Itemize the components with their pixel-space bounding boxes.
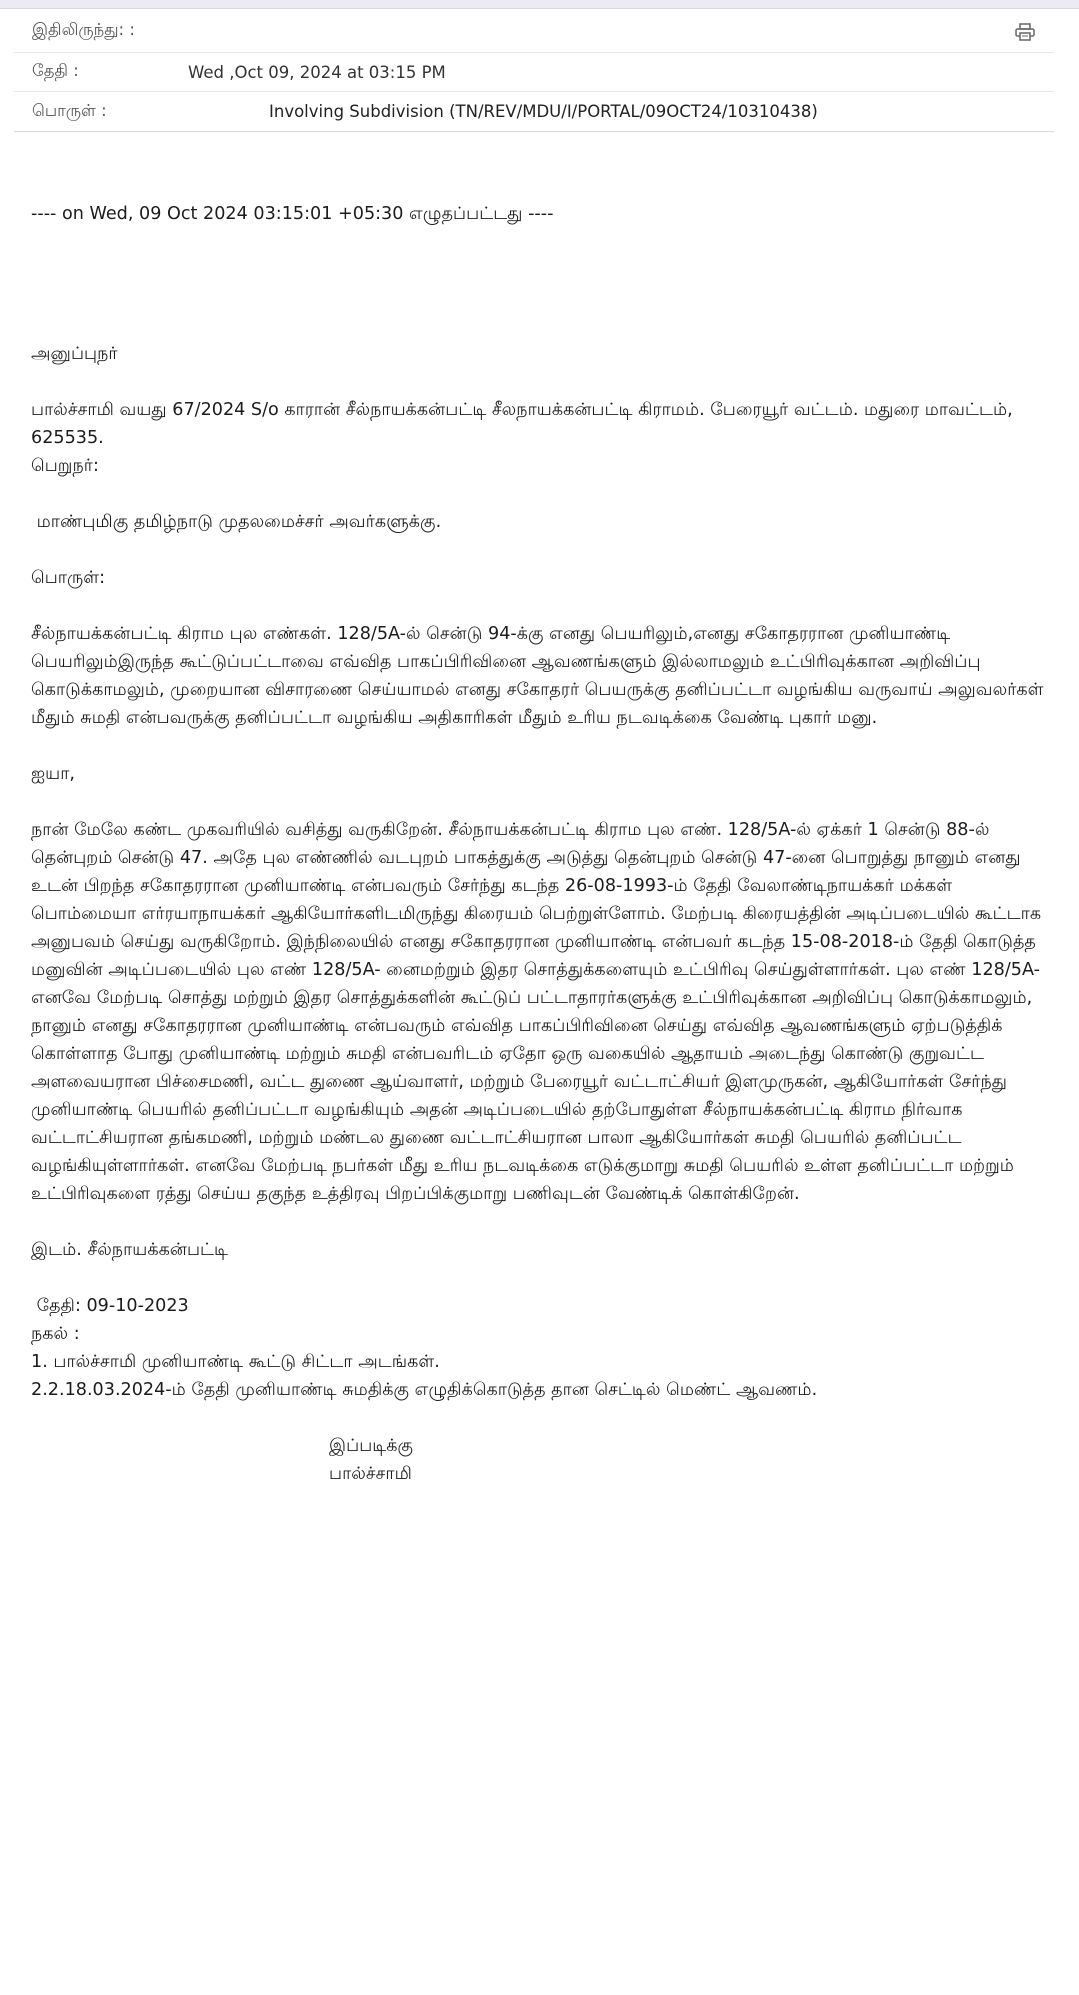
copy-item: 2.2.18.03.2024-ம் தேதி முனியாண்டி சுமதிக்கு எழுதிக்கொடுத்த தான செட்டில் மெண்ட் ஆவணம். xyxy=(31,1380,818,1400)
place: இடம். சீல்நாயக்கன்பட்டி xyxy=(31,1240,229,1260)
header-date-row xyxy=(14,53,1054,92)
copies-heading: நகல் : xyxy=(31,1324,80,1344)
header-subject-row xyxy=(14,92,1054,132)
signature-name: பால்ச்சாமி xyxy=(329,1464,412,1484)
copy-item: 1. பால்ச்சாமி முனியாண்டி கூட்டு சிட்டா அடங்கள். xyxy=(31,1352,440,1372)
mail-header xyxy=(14,9,1054,132)
salutation: ஐயா, xyxy=(31,764,75,784)
sender-address: பால்ச்சாமி வயது 67/2024 S/o காரான் சீல்நாயக்கன்பட்டி சீலநாயக்கன்பட்டி கிராமம். பேரையூர் வட்டம். மதுரை மாவட்டம், xyxy=(31,400,1013,420)
date-label: தேதி : xyxy=(32,61,79,80)
subject-value: Involving Subdivision (TN/REV/MDU/I/PORTAL/09OCT24/10310438) xyxy=(269,102,818,121)
closing: இப்படிக்கு xyxy=(329,1436,414,1456)
top-strip xyxy=(0,0,1079,9)
printer-icon[interactable] xyxy=(1014,23,1036,41)
sender-pin: 625535. xyxy=(31,428,104,448)
header-from-row xyxy=(14,9,1054,53)
subject-label: பொருள் : xyxy=(32,100,107,120)
recipient-heading: பெறுநர்: xyxy=(31,456,99,476)
from-label: இதிலிருந்து: : xyxy=(32,19,135,39)
written-line: ---- on Wed, 09 Oct 2024 03:15:01 +05:30 எழுதப்பட்டது ---- xyxy=(31,204,554,224)
recipient: மாண்புமிகு தமிழ்நாடு முதலமைச்சர் அவர்களுக்கு. xyxy=(31,512,442,532)
message-body xyxy=(31,200,1051,1488)
letter-date: தேதி: 09-10-2023 xyxy=(31,1296,189,1316)
body-paragraph: நான் மேலே கண்ட முகவரியில் வசித்து வருகிறேன். சீல்நாயக்கன்பட்டி கிராம புல எண். 128/5A-ல் ஏக்கர் 1 சென்டு 88-ல் தென்புறம் சென்டு 47. அதே புல எண்ணில் வடபுறம் பாகத்துக்கு அடுத்து தென்புறம் சென்டு 47-னை பொறுத்து நானும் எனது உடன் பிறந்த சகோதரரான முனியாண்டி என்பவரும் சேர்ந்து கடந்த 26-08-1993-ம் தேதி வேலாண்டிநாயக்கர் மக்கள் பொம்மையா எர்ரயாநாயக்கர் ஆகியோர்களிடமிருந்து கிரையம் பெற்றுள்ளோம். மேற்படி கிரையத்தின் அடிப்படையில் கூட்டாக அனுபவம் செய்து வருகிறோம். இந்நிலையில் எனது சகோதரரான முனியாண்டி என்பவர் கடந்த 15-08-2018-ம் தேதி கொடுத்த மனுவின் அடிப்படையில் புல எண் 128/5A- னைமற்றும் இதர சொத்துக்களையும் உட்பிரிவு செய்துள்ளார்கள். புல எண் 128/5A- எனவே மேற்படி சொத்து மற்றும் இதர சொத்துக்களின் கூட்டுப் பட்டாதாரர்களுக்கு உட்பிரிவுக்கான அறிவிப்பு கொடுக்காமலும், நானும் எனது சகோதரரான முனியாண்டி என்பவரும் எவ்வித பாகப்பிரிவினை செய்து எவ்வித ஆவணங்களும் ஏற்படுத்திக் கொள்ளாத போது முனியாண்டி மற்றும் சுமதி என்பவரிடம் ஏதோ ஒரு வகையில் ஆதாயம் அடைந்து கொண்டு குறுவட்ட அளவையரான பிச்சைமணி, வட்ட துணை ஆய்வாளர், மற்றும் பேரையூர் வட்டாட்சியர் இளமுருகன், ஆகியோர்கள் சேர்ந்து முனியாண்டி பெயரில் தனிப்பட்டா வழங்கியும் அதன் அடிப்படையில் தற்போதுள்ள சீல்நாயக்கன்பட்டி கிராம நிர்வாக வட்டாட்சியரான தங்கமணி, மற்றும் மண்டல துணை வட்டாட்சியரான பாலா ஆகியோர்கள் சுமதி பெயரில் தனிப்பட்ட வழங்கியுள்ளார்கள். எனவே மேற்படி நபர்கள் மீது உரிய நடவடிக்கை எடுக்குமாறு சுமதி பெயரில் உள்ள தனிப்பட்டா மற்றும் உட்பிரிவுகளை ரத்து செய்ய தகுந்த உத்திரவு பிறப்பிக்குமாறு பணிவுடன் வேண்டிக் கொள்கிறேன். xyxy=(31,820,1042,1204)
sender-heading: அனுப்புநர் xyxy=(31,344,118,364)
date-value: Wed ,Oct 09, 2024 at 03:15 PM xyxy=(188,62,446,82)
subject-text: சீல்நாயக்கன்பட்டி கிராம புல எண்கள். 128/5A-ல் சென்டு 94-க்கு எனது பெயரிலும்,எனது சகோதரரான முனியாண்டி பெயரிலும்இருந்த கூட்டுப்பட்டாவை எவ்வித பாகப்பிரிவினை ஆவணங்களும் இல்லாமலும் உட்பிரிவுக்கான அறிவிப்பு கொடுக்காமலும், முறையான விசாரணை செய்யாமல் எனது சகோதரர் பெயருக்கு தனிப்பட்டா வழங்கிய வருவாய் அலுவலர்கள் மீதும் சுமதி என்பவருக்கு தனிப்பட்டா வழங்கிய அதிகாரிகள் மீதும் உரிய நடவடிக்கை வேண்டி புகார் மனு. xyxy=(31,624,1044,728)
subject-heading: பொருள்: xyxy=(31,568,106,588)
